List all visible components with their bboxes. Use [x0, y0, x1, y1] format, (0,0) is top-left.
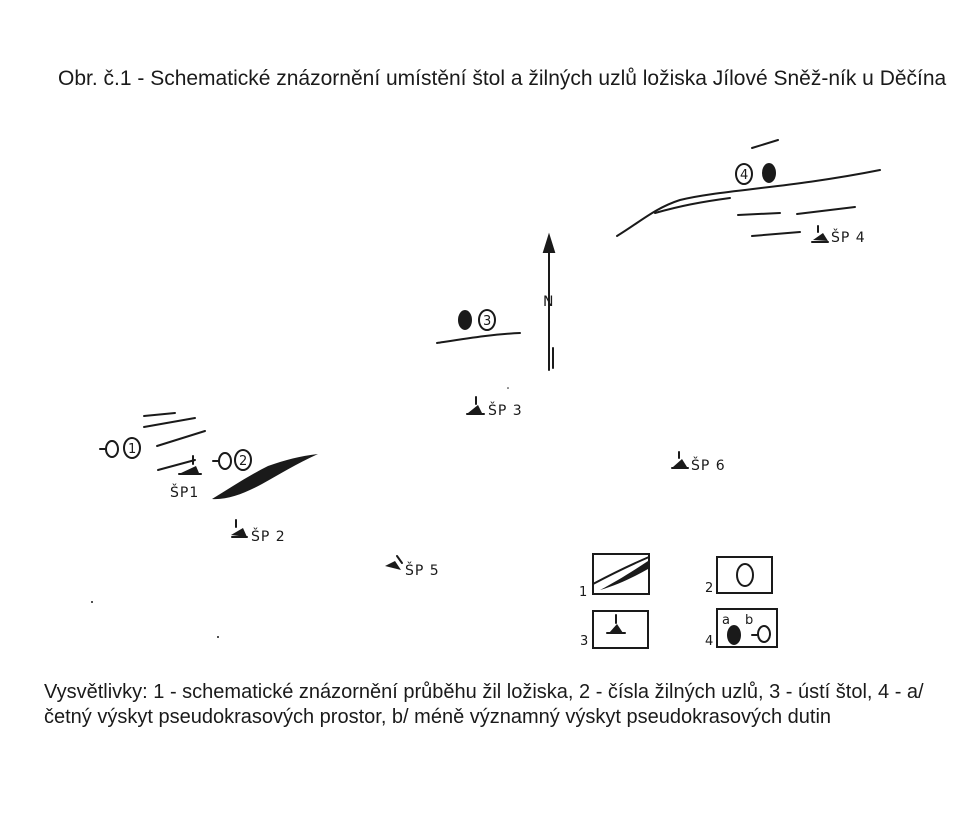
legend-explanation: Vysvětlivky: 1 - schematické znázornění průběhu žil ložiska, 2 - čísla žilných uzlů, 3 - ústí štol, 4 - a/ četný výskyt pseudokrasových prostor, b/ méně významný výskyt pseudokrasových dutin [44, 681, 924, 728]
legend-key-2: 2 [705, 581, 714, 596]
legend-key-4b: b [745, 613, 754, 628]
legend-key-3: 3 [580, 634, 589, 649]
legend-box-1 [593, 554, 649, 594]
node-3-number: 3 [483, 314, 492, 329]
node-4-number: 4 [740, 168, 749, 183]
adit-sp4-symbol [812, 226, 828, 242]
adit-sp5-symbol [385, 556, 402, 570]
legend-key-4: 4 [705, 634, 714, 649]
figure-caption: Obr. č.1 - Schematické znázornění umístění štol a žilných uzlů ložiska Jílové Sněž-ník u Děčína [58, 67, 947, 90]
adit-sp1-symbol [179, 456, 201, 474]
adit-sp2-symbol [231, 520, 247, 537]
vein-node-3 [437, 333, 520, 343]
legend-key-1: 1 [579, 585, 588, 600]
north-label: N [543, 294, 555, 310]
adit-sp5-label: ŠP 5 [405, 563, 440, 579]
adit-sp4-label: ŠP 4 [831, 230, 866, 246]
veins-node-1-2 [144, 413, 205, 470]
node-1-number: 1 [128, 442, 137, 457]
adit-sp2-label: ŠP 2 [251, 529, 286, 545]
veins-node-4 [617, 140, 880, 236]
adit-sp3-symbol [467, 397, 484, 414]
legend-box-2 [717, 557, 772, 593]
legend-box-3 [593, 611, 648, 648]
legend-key-4a: a [722, 613, 730, 628]
vein-body-main [212, 454, 318, 499]
adit-sp6-label: ŠP 6 [691, 458, 726, 474]
adit-sp6-symbol [672, 452, 688, 468]
adit-sp1-label: ŠP1 [170, 485, 200, 501]
node-2-number: 2 [239, 454, 248, 469]
adit-sp3-label: ŠP 3 [488, 403, 523, 419]
